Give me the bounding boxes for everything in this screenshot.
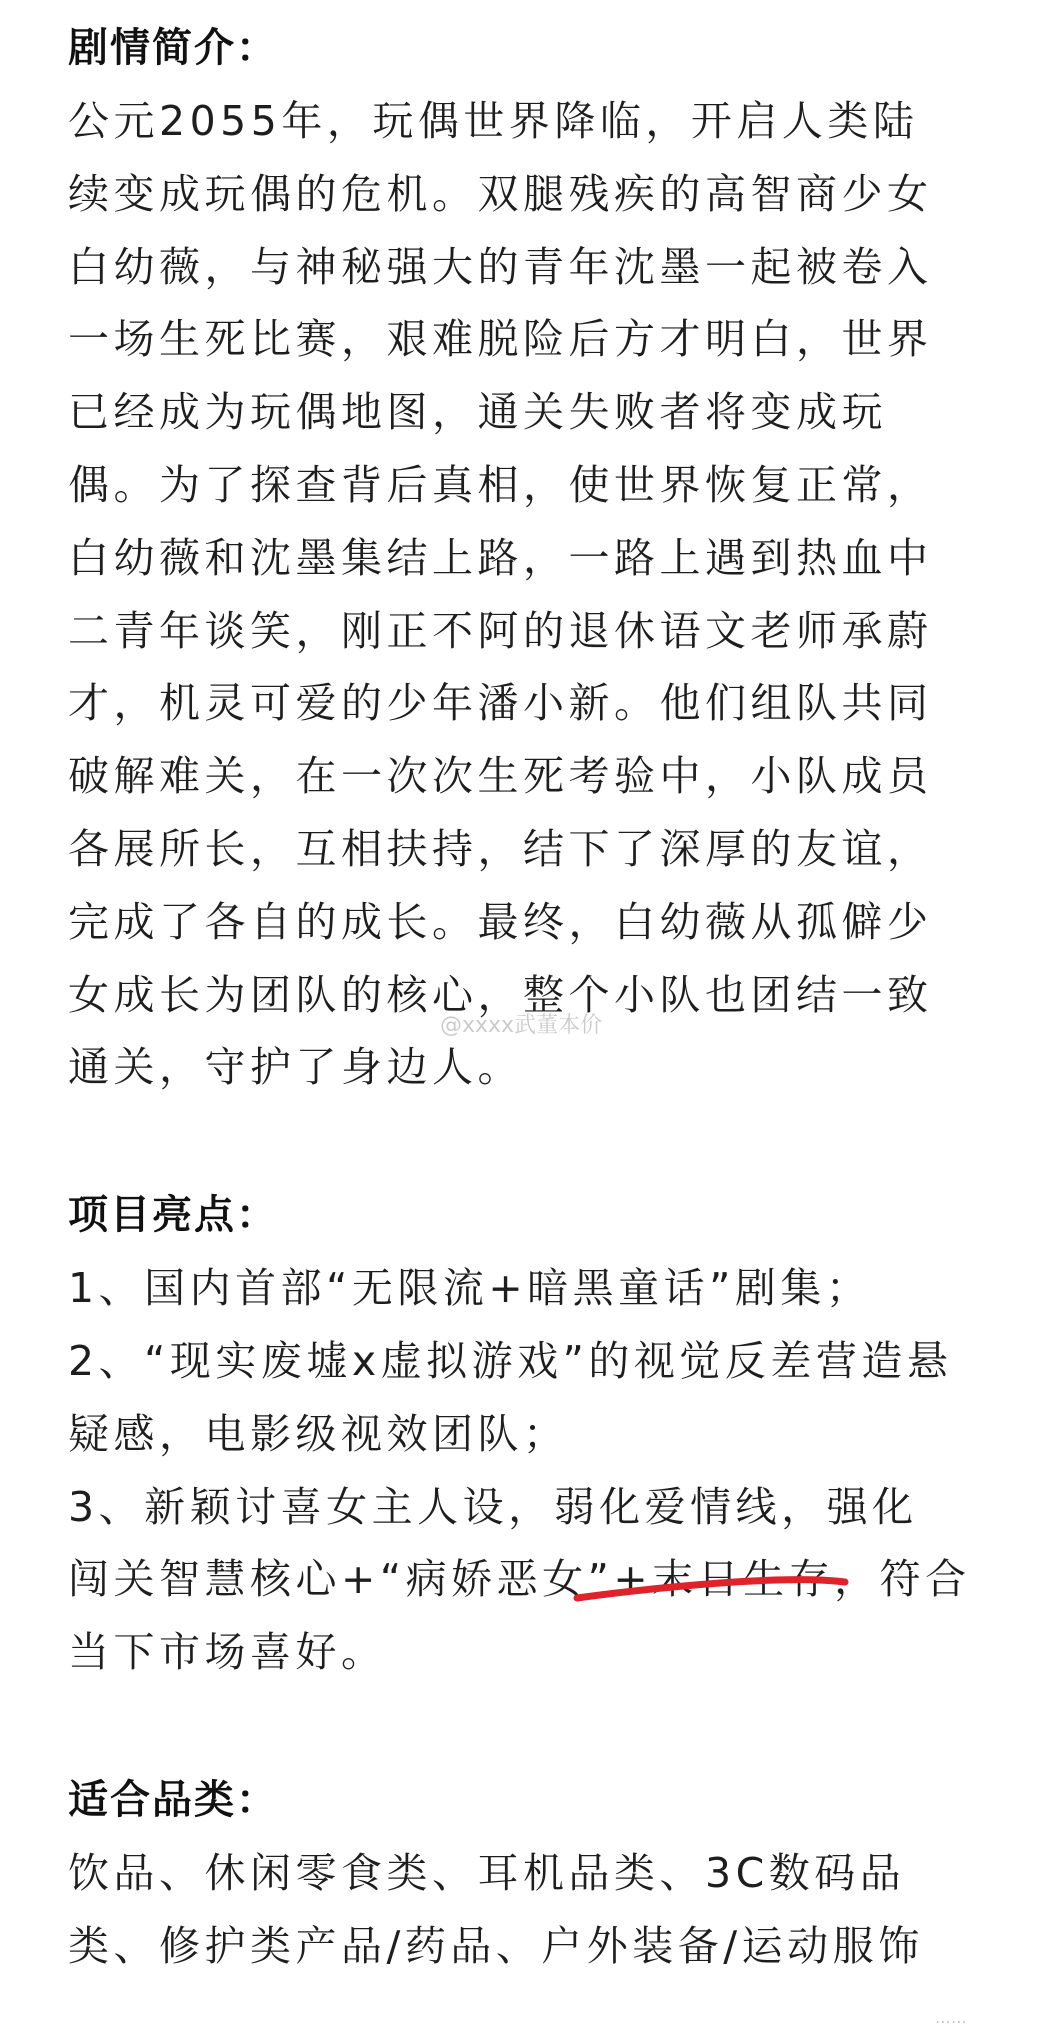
document-page: [68, 0, 988, 1983]
synopsis-line: 偶。为了探查背后真相，使世界恢复正常，: [68, 460, 933, 509]
highlights-paragraph: [68, 1252, 988, 1689]
highlight-line-3-start: 3、新颖讨喜女主人设，: [68, 1482, 554, 1531]
watermark: @xxxx武董本价: [440, 1013, 603, 1038]
synopsis-line: 公元2055年，玩偶世界降临，开启人类陆: [68, 97, 919, 145]
synopsis-line: 破解难关，在一次次生死考验中，小队成员: [68, 752, 933, 801]
synopsis-line: 白幼薇和沈墨集结上路，一路上遇到热血中: [68, 533, 933, 582]
section-gap: [68, 1689, 988, 1764]
synopsis-line: 完成了各自的成长。最终，白幼薇从孤僻少: [68, 897, 933, 946]
red-underline-annotation: [575, 1568, 855, 1608]
highlight-line: 疑感，电影级视效团队；: [68, 1409, 569, 1458]
underlined-phrase: 弱化爱情线: [553, 1482, 782, 1531]
section-gap: [68, 1104, 988, 1179]
corner-watermark-icon: ⋯⋯: [935, 2012, 967, 2031]
highlight-line-3: [68, 1471, 988, 1544]
synopsis-line: 续变成玩偶的危机。双腿残疾的高智商少女: [68, 169, 933, 218]
categories-paragraph: [68, 1837, 988, 1983]
highlight-line-3-end: ，强化: [781, 1482, 918, 1531]
highlight-line: 闯关智慧核心+“病娇恶女”+末日生存，符合: [68, 1555, 971, 1604]
highlights-heading: 项目亮点：: [68, 1192, 278, 1239]
categories-heading: 适合品类：: [68, 1776, 278, 1823]
synopsis-paragraph: [68, 85, 988, 1104]
synopsis-line: 通关，守护了身边人。: [68, 1043, 523, 1092]
synopsis-line: 一场生死比赛，艰难脱险后方才明白，世界: [68, 315, 933, 364]
synopsis-heading: 剧情简介：: [68, 25, 278, 71]
synopsis-line: 各展所长，互相扶持，结下了深厚的友谊，: [68, 824, 933, 873]
category-line: 饮品、休闲零食类、耳机品类、3C数码品: [68, 1848, 906, 1897]
synopsis-line: 二青年谈笑，刚正不阿的退休语文老师承蔚: [68, 606, 933, 655]
synopsis-line: 白幼薇，与神秘强大的青年沈墨一起被卷入: [68, 242, 933, 291]
synopsis-line: 已经成为玩偶地图，通关失败者将变成玩: [68, 388, 887, 437]
highlight-line: 1、国内首部“无限流+暗黑童话”剧集；: [68, 1264, 872, 1313]
highlight-line: 2、“现实废墟x虚拟游戏”的视觉反差营造悬: [68, 1336, 953, 1385]
category-line: 类、修护类产品/药品、户外装备/运动服饰: [68, 1921, 924, 1970]
highlight-line: 当下市场喜好。: [68, 1628, 387, 1677]
synopsis-line: 才，机灵可爱的少年潘小新。他们组队共同: [68, 679, 933, 728]
synopsis-line: 女成长为团队的核心，整个小队也团结一致: [68, 970, 933, 1019]
